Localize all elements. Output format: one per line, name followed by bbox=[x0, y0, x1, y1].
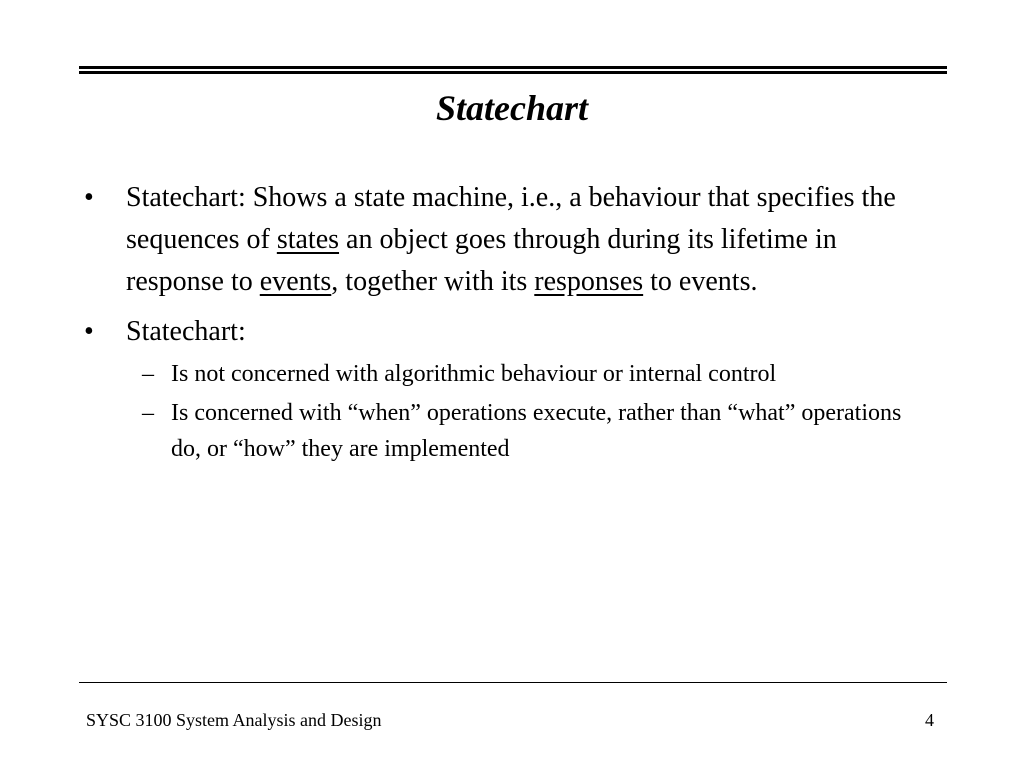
bullet-marker: • bbox=[84, 316, 94, 347]
dash-marker: – bbox=[142, 361, 154, 387]
sub-bullet-2-text: Is concerned with “when” operations execute, rather than “what” operations do, or “how” they are implemented bbox=[171, 400, 902, 462]
bullet-2-text: Statechart: bbox=[126, 316, 246, 347]
sub-bullet-1-text: Is not concerned with algorithmic behaviour or internal control bbox=[171, 361, 777, 387]
dash-marker: – bbox=[142, 400, 154, 426]
top-rule-upper bbox=[79, 66, 947, 69]
footer-rule bbox=[79, 682, 947, 683]
slide-title: Statechart bbox=[435, 88, 588, 128]
responses-term: responses bbox=[534, 266, 644, 297]
top-rule-lower bbox=[79, 71, 947, 74]
bullet-item-2 bbox=[84, 311, 924, 353]
states-term: states bbox=[276, 224, 340, 255]
sub-bullet-item-1 bbox=[84, 356, 924, 392]
bullet-1-text-part3: , together with its bbox=[331, 266, 535, 297]
bullet-1-text-part4: to events. bbox=[643, 266, 758, 297]
sub-bullet-list bbox=[84, 356, 924, 467]
bullet-item-1 bbox=[84, 177, 924, 303]
footer-page-number: 4 bbox=[925, 710, 934, 730]
events-term: events bbox=[259, 266, 332, 297]
sub-bullet-item-2 bbox=[84, 395, 924, 467]
bullet-marker: • bbox=[84, 182, 94, 213]
footer-course-title: SYSC 3100 System Analysis and Design bbox=[86, 710, 382, 730]
bullet-1-text-part1: Statechart: Shows a state machine, i.e., a behaviour that specifies the sequences of bbox=[126, 182, 896, 255]
slide-body bbox=[84, 177, 924, 467]
bullet-1-text-part2: an object goes through during its lifetime in response to bbox=[126, 224, 837, 297]
